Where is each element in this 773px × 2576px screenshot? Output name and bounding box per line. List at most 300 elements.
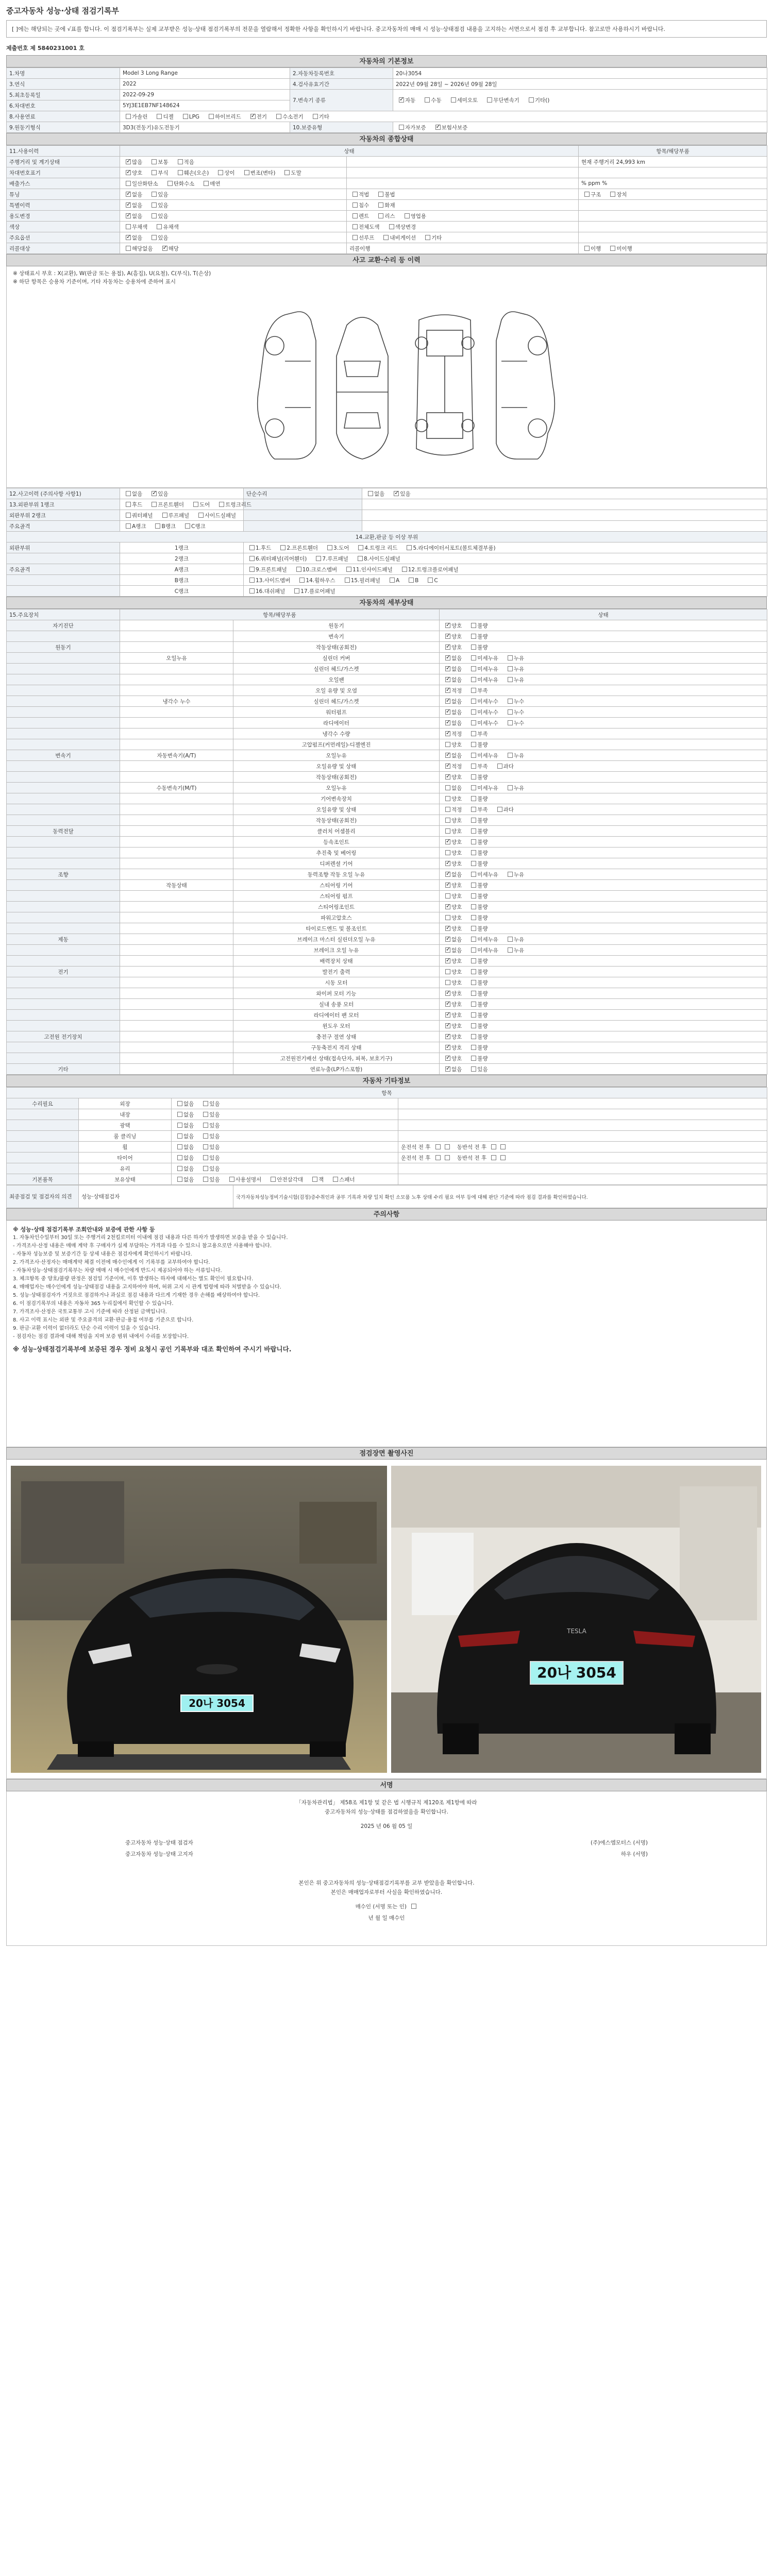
detail-checkbox[interactable]	[471, 645, 476, 650]
general-checkbox[interactable]	[178, 170, 183, 175]
detail-option	[442, 1044, 462, 1052]
detail-option	[468, 827, 488, 835]
detail-group	[7, 685, 120, 696]
accident-part-checkbox[interactable]	[299, 578, 305, 583]
detail-sub	[120, 869, 233, 880]
general-checkbox[interactable]	[126, 213, 131, 218]
general-checkbox[interactable]	[284, 170, 290, 175]
other-checkbox[interactable]	[203, 1166, 208, 1171]
transmission-options-checkbox[interactable]	[425, 97, 430, 103]
detail-checkbox[interactable]	[471, 991, 476, 996]
other-checkbox[interactable]	[203, 1101, 208, 1106]
detail-option	[468, 1011, 488, 1019]
other-checkbox[interactable]	[203, 1123, 208, 1128]
detail-checkbox[interactable]	[445, 872, 450, 877]
other-checkbox[interactable]	[203, 1112, 208, 1117]
accident-checkbox[interactable]	[185, 523, 190, 529]
detail-checkbox[interactable]	[445, 677, 450, 682]
detail-checkbox[interactable]	[471, 1023, 476, 1028]
detail-option	[442, 741, 462, 749]
other-side-checkbox[interactable]	[435, 1144, 441, 1149]
other-item: 내장	[79, 1109, 172, 1120]
other-option-label: 있음	[209, 1122, 220, 1129]
general-checkbox[interactable]	[152, 159, 157, 164]
accident-part-items	[244, 553, 767, 564]
detail-options	[440, 848, 767, 858]
general-option-label: 없음	[132, 191, 143, 198]
detail-options	[440, 620, 767, 631]
other-checkbox[interactable]	[177, 1112, 182, 1117]
general-checkbox[interactable]	[167, 181, 173, 186]
detail-checkbox[interactable]	[508, 785, 513, 790]
detail-option	[505, 676, 524, 684]
detail-checkbox[interactable]	[471, 785, 476, 790]
other-side-checkbox[interactable]	[491, 1144, 496, 1149]
transmission-options-checkbox[interactable]	[487, 97, 492, 103]
general-sub-option-label: 미이행	[616, 245, 632, 252]
general-checkbox[interactable]	[126, 246, 131, 251]
detail-group	[7, 674, 120, 685]
general-checkbox[interactable]	[152, 213, 157, 218]
detail-checkbox[interactable]	[471, 774, 476, 779]
detail-checkbox[interactable]	[445, 731, 450, 736]
detail-checkbox[interactable]	[471, 720, 476, 725]
general-checkbox[interactable]	[126, 192, 131, 197]
general-row	[7, 157, 767, 167]
detail-option	[505, 752, 524, 759]
accident-checkbox[interactable]	[126, 491, 131, 496]
detail-checkbox[interactable]	[445, 926, 450, 931]
detail-sub	[120, 967, 233, 977]
detail-group: 자기진단	[7, 620, 120, 631]
general-detail-checkbox[interactable]	[378, 202, 383, 208]
detail-item: 타이로드엔드 및 볼조인트	[233, 923, 440, 934]
detail-option-label: 누유	[513, 936, 525, 943]
accident-checkbox[interactable]	[193, 502, 198, 507]
accident-part-checkbox[interactable]	[249, 556, 255, 561]
other-side-checkbox[interactable]	[491, 1155, 496, 1160]
accident-checkbox[interactable]	[162, 513, 167, 518]
detail-group	[7, 988, 120, 999]
accident-part-option	[293, 566, 337, 573]
other-checkbox[interactable]	[177, 1123, 182, 1128]
detail-checkbox[interactable]	[471, 1034, 476, 1039]
detail-checkbox[interactable]	[471, 904, 476, 909]
detail-checkbox[interactable]	[445, 828, 450, 834]
general-sub-checkbox[interactable]	[584, 246, 590, 251]
detail-checkbox[interactable]	[471, 1056, 476, 1061]
detail-option-label: 부족	[477, 806, 488, 813]
other-checkbox[interactable]	[177, 1133, 182, 1139]
detail-checkbox[interactable]	[471, 850, 476, 855]
other-checkbox[interactable]	[203, 1144, 208, 1149]
detail-checkbox[interactable]	[508, 677, 513, 682]
detail-checkbox[interactable]	[508, 720, 513, 725]
general-detail-checkbox[interactable]	[405, 213, 410, 218]
detail-option-label: 불량	[477, 882, 488, 889]
accident-part-checkbox[interactable]	[428, 578, 433, 583]
detail-checkbox[interactable]	[445, 937, 450, 942]
detail-checkbox[interactable]	[445, 645, 450, 650]
general-row-options	[120, 157, 347, 167]
accident-part-checkbox[interactable]	[345, 578, 350, 583]
detail-option	[442, 882, 462, 889]
detail-option-label: 불량	[477, 817, 488, 824]
detail-checkbox[interactable]	[471, 699, 476, 704]
general-checkbox[interactable]	[162, 246, 167, 251]
accident-part-row	[7, 575, 767, 586]
other-item: 외장	[79, 1098, 172, 1109]
detail-checkbox[interactable]	[471, 623, 476, 628]
detail-checkbox[interactable]	[471, 753, 476, 758]
detail-checkbox[interactable]	[445, 850, 450, 855]
detail-checkbox[interactable]	[445, 980, 450, 985]
general-checkbox[interactable]	[126, 224, 131, 229]
detail-checkbox[interactable]	[471, 807, 476, 812]
accident-checkbox[interactable]	[198, 513, 204, 518]
detail-checkbox[interactable]	[471, 883, 476, 888]
fuel-options-checkbox[interactable]	[276, 114, 281, 119]
general-row-label: 튜닝	[7, 189, 120, 200]
accident-part-row	[7, 553, 767, 564]
detail-checkbox[interactable]	[445, 947, 450, 953]
detail-checkbox[interactable]	[445, 709, 450, 715]
detail-checkbox[interactable]	[471, 655, 476, 660]
detail-sub	[120, 1064, 233, 1075]
general-checkbox[interactable]	[178, 159, 183, 164]
other-side-checkbox[interactable]	[500, 1155, 506, 1160]
accident-checkbox[interactable]	[126, 502, 131, 507]
fuel-options-checkbox[interactable]	[209, 114, 214, 119]
general-detail-checkbox[interactable]	[352, 202, 358, 208]
detail-checkbox[interactable]	[508, 666, 513, 671]
accident-checkbox[interactable]	[219, 502, 224, 507]
detail-checkbox[interactable]	[508, 937, 513, 942]
detail-checkbox[interactable]	[508, 655, 513, 660]
other-checkbox[interactable]	[203, 1133, 208, 1139]
other-checkbox[interactable]	[177, 1177, 182, 1182]
detail-checkbox[interactable]	[445, 688, 450, 693]
sign-buyer-checkbox[interactable]	[411, 1904, 416, 1909]
fuel-options-checkbox[interactable]	[126, 114, 131, 119]
other-side-checkbox[interactable]	[500, 1144, 506, 1149]
detail-row	[7, 620, 767, 631]
general-option	[175, 169, 209, 177]
other-group	[7, 1153, 79, 1163]
accident-part-checkbox[interactable]	[346, 567, 351, 572]
general-checkbox[interactable]	[152, 170, 157, 175]
general-checkbox[interactable]	[204, 181, 209, 186]
general-row-options	[120, 189, 347, 200]
detail-checkbox[interactable]	[445, 742, 450, 747]
detail-checkbox[interactable]	[471, 709, 476, 715]
detail-checkbox[interactable]	[508, 947, 513, 953]
detail-checkbox[interactable]	[471, 828, 476, 834]
other-checkbox[interactable]	[203, 1177, 208, 1182]
detail-item: 시동 모터	[233, 977, 440, 988]
general-detail-checkbox[interactable]	[383, 235, 389, 240]
detail-checkbox[interactable]	[445, 720, 450, 725]
detail-checkbox[interactable]	[445, 807, 450, 812]
detail-checkbox[interactable]	[471, 677, 476, 682]
detail-options	[440, 739, 767, 750]
other-checkbox[interactable]	[312, 1177, 317, 1182]
detail-checkbox[interactable]	[445, 861, 450, 866]
detail-checkbox[interactable]	[471, 872, 476, 877]
general-option-label: 유채색	[163, 224, 179, 230]
detail-checkbox[interactable]	[445, 1023, 450, 1028]
detail-option-label: 과다	[503, 806, 514, 813]
detail-checkbox[interactable]	[471, 947, 476, 953]
accident-part-checkbox[interactable]	[249, 545, 255, 550]
detail-checkbox[interactable]	[445, 1066, 450, 1072]
general-sub-checkbox[interactable]	[610, 192, 615, 197]
accident-part-checkbox[interactable]	[407, 545, 412, 550]
accident-part-checkbox[interactable]	[402, 567, 407, 572]
other-option-label: 없음	[183, 1133, 194, 1140]
accident-part-option	[246, 577, 290, 584]
general-checkbox[interactable]	[126, 181, 131, 186]
detail-checkbox[interactable]	[471, 731, 476, 736]
detail-checkbox[interactable]	[471, 742, 476, 747]
other-side-checkbox[interactable]	[445, 1144, 450, 1149]
general-sub-checkbox[interactable]	[584, 192, 590, 197]
accident-option-label: 없음	[132, 490, 143, 497]
fuel-options-checkbox[interactable]	[313, 114, 318, 119]
general-detail-checkbox[interactable]	[389, 224, 394, 229]
detail-option-label: 양호	[451, 839, 462, 845]
detail-checkbox[interactable]	[445, 818, 450, 823]
general-checkbox[interactable]	[152, 202, 157, 208]
general-checkbox[interactable]	[126, 235, 131, 240]
fuel-options-checkbox[interactable]	[183, 114, 188, 119]
warranty-options-checkbox[interactable]	[435, 125, 441, 130]
general-detail-checkbox[interactable]	[352, 235, 358, 240]
detail-checkbox[interactable]	[445, 904, 450, 909]
detail-checkbox[interactable]	[445, 666, 450, 671]
general-checkbox[interactable]	[126, 202, 131, 208]
detail-sub	[120, 1010, 233, 1021]
detail-checkbox[interactable]	[508, 709, 513, 715]
general-row-detail	[347, 157, 579, 167]
detail-checkbox[interactable]	[445, 915, 450, 920]
detail-option	[468, 990, 488, 997]
detail-option	[442, 979, 462, 987]
accident-part-checkbox[interactable]	[358, 545, 363, 550]
other-checkbox[interactable]	[177, 1155, 182, 1160]
other-checkbox[interactable]	[177, 1144, 182, 1149]
detail-checkbox[interactable]	[471, 937, 476, 942]
car-body-diagram	[7, 289, 767, 485]
detail-checkbox[interactable]	[471, 1066, 476, 1072]
other-side: 동반석 전 후	[457, 1154, 507, 1162]
other-side-checkbox[interactable]	[445, 1155, 450, 1160]
warranty-options-checkbox[interactable]	[399, 125, 404, 130]
opinion-table	[6, 1185, 767, 1208]
other-checkbox[interactable]	[177, 1101, 182, 1106]
other-checkbox[interactable]	[203, 1155, 208, 1160]
notes-line: - 자동차성능·상태점검기록부는 차량 매매 시 매수인에게 반드시 제공되어야 하는 서류입니다.	[13, 1268, 222, 1274]
general-option	[123, 245, 153, 252]
detail-option-label: 누수	[513, 720, 525, 726]
other-row	[7, 1163, 767, 1174]
other-checkbox[interactable]	[333, 1177, 338, 1182]
accident-checkbox[interactable]	[152, 502, 157, 507]
detail-checkbox[interactable]	[471, 796, 476, 801]
general-detail-checkbox[interactable]	[378, 213, 383, 218]
detail-checkbox[interactable]	[471, 634, 476, 639]
detail-checkbox[interactable]	[445, 655, 450, 660]
detail-checkbox[interactable]	[471, 839, 476, 844]
detail-sub	[120, 1042, 233, 1053]
detail-checkbox[interactable]	[471, 893, 476, 899]
general-checkbox[interactable]	[152, 235, 157, 240]
detail-item: 실린더 헤드/가스켓	[233, 664, 440, 674]
general-option	[241, 169, 276, 177]
detail-checkbox[interactable]	[445, 1012, 450, 1018]
fuel-options-checkbox[interactable]	[157, 114, 162, 119]
accident-part-checkbox[interactable]	[316, 556, 321, 561]
detail-checkbox[interactable]	[471, 926, 476, 931]
general-checkbox[interactable]	[218, 170, 223, 175]
other-checkbox[interactable]	[271, 1177, 276, 1182]
accident-part-checkbox[interactable]	[327, 545, 332, 550]
general-detail-checkbox[interactable]	[425, 235, 430, 240]
general-checkbox[interactable]	[157, 224, 162, 229]
accident-repair-checkbox[interactable]	[394, 491, 399, 496]
detail-options	[440, 728, 767, 739]
detail-state-header: 자동차의 세부상태	[6, 597, 767, 609]
accident-part-checkbox[interactable]	[280, 545, 285, 550]
accident-part-option-label: 15.필러패널	[350, 577, 380, 584]
accident-part-option	[291, 587, 335, 595]
detail-option	[468, 795, 488, 803]
transmission-options	[393, 90, 767, 111]
detail-checkbox[interactable]	[445, 1034, 450, 1039]
other-option-label: 있음	[209, 1144, 220, 1150]
detail-checkbox[interactable]	[445, 883, 450, 888]
detail-checkbox[interactable]	[445, 1056, 450, 1061]
general-checkbox[interactable]	[126, 170, 131, 175]
transmission-options-checkbox[interactable]	[529, 97, 534, 103]
accident-checkbox[interactable]	[155, 523, 160, 529]
detail-checkbox[interactable]	[445, 839, 450, 844]
detail-checkbox[interactable]	[508, 753, 513, 758]
detail-checkbox[interactable]	[471, 1002, 476, 1007]
fuel-options-checkbox[interactable]	[250, 114, 256, 119]
general-checkbox[interactable]	[152, 192, 157, 197]
general-detail-checkbox[interactable]	[352, 213, 358, 218]
transmission-options-checkbox[interactable]	[399, 97, 404, 103]
detail-checkbox[interactable]	[445, 634, 450, 639]
detail-checkbox[interactable]	[471, 764, 476, 769]
detail-checkbox[interactable]	[445, 774, 450, 779]
general-row-options	[120, 222, 347, 232]
accident-part-checkbox[interactable]	[296, 567, 301, 572]
detail-checkbox[interactable]	[471, 969, 476, 974]
general-detail-checkbox[interactable]	[352, 192, 358, 197]
detail-checkbox[interactable]	[445, 991, 450, 996]
detail-checkbox[interactable]	[445, 699, 450, 704]
other-checkbox[interactable]	[229, 1177, 234, 1182]
detail-row	[7, 977, 767, 988]
other-checkbox[interactable]	[177, 1166, 182, 1171]
detail-option-label: 불량	[477, 850, 488, 856]
detail-checkbox[interactable]	[445, 785, 450, 790]
other-options	[172, 1174, 398, 1185]
accident-part-checkbox[interactable]	[390, 578, 395, 583]
detail-checkbox[interactable]	[471, 818, 476, 823]
general-checkbox[interactable]	[244, 170, 249, 175]
detail-checkbox[interactable]	[471, 688, 476, 693]
detail-checkbox[interactable]	[471, 915, 476, 920]
detail-checkbox[interactable]	[445, 958, 450, 963]
accident-checkbox[interactable]	[126, 513, 131, 518]
other-option-label: 안전삼각대	[277, 1176, 304, 1183]
general-option-label: 있음	[158, 234, 169, 241]
accident-part-checkbox[interactable]	[249, 567, 255, 572]
accident-checkbox[interactable]	[152, 491, 157, 496]
detail-checkbox[interactable]	[445, 1045, 450, 1050]
detail-checkbox[interactable]	[445, 893, 450, 899]
detail-checkbox[interactable]	[471, 1012, 476, 1018]
transmission-options-checkbox[interactable]	[451, 97, 456, 103]
detail-checkbox[interactable]	[471, 666, 476, 671]
detail-checkbox[interactable]	[471, 958, 476, 963]
detail-checkbox[interactable]	[471, 1045, 476, 1050]
other-item: 룸 클리닝	[79, 1131, 172, 1142]
accident-part-checkbox[interactable]	[358, 556, 363, 561]
detail-option	[468, 968, 488, 976]
accident-part-checkbox[interactable]	[249, 588, 255, 594]
detail-row	[7, 631, 767, 642]
accident-repair-checkbox[interactable]	[368, 491, 373, 496]
detail-checkbox[interactable]	[471, 861, 476, 866]
detail-checkbox[interactable]	[445, 753, 450, 758]
detail-checkbox[interactable]	[471, 980, 476, 985]
detail-checkbox[interactable]	[508, 699, 513, 704]
detail-checkbox[interactable]	[445, 969, 450, 974]
detail-option	[468, 1055, 488, 1062]
detail-option	[442, 849, 462, 857]
general-checkbox[interactable]	[126, 159, 131, 164]
other-group	[7, 1120, 79, 1131]
detail-option-label: 양호	[451, 741, 462, 748]
general-detail-option-label: 침수	[359, 202, 369, 209]
detail-checkbox[interactable]	[445, 764, 450, 769]
detail-group	[7, 631, 120, 642]
general-sub-checkbox[interactable]	[610, 246, 615, 251]
general-detail-checkbox[interactable]	[352, 224, 358, 229]
detail-option-label: 불량	[477, 633, 488, 640]
accident-part-checkbox[interactable]	[409, 578, 414, 583]
detail-checkbox[interactable]	[445, 623, 450, 628]
detail-checkbox[interactable]	[445, 1002, 450, 1007]
other-side-checkbox[interactable]	[435, 1155, 441, 1160]
other-option-label: 없음	[183, 1100, 194, 1107]
detail-checkbox[interactable]	[497, 764, 502, 769]
basic-info-header: 자동차의 기본정보	[6, 55, 767, 67]
accident-checkbox[interactable]	[126, 523, 131, 529]
detail-row	[7, 642, 767, 653]
detail-checkbox[interactable]	[445, 796, 450, 801]
accident-part-checkbox[interactable]	[294, 588, 299, 594]
general-detail-checkbox[interactable]	[378, 192, 383, 197]
detail-checkbox[interactable]	[508, 872, 513, 877]
detail-checkbox[interactable]	[497, 807, 502, 812]
accident-part-checkbox[interactable]	[249, 578, 255, 583]
detail-item: 디퍼렌셜 기어	[233, 858, 440, 869]
